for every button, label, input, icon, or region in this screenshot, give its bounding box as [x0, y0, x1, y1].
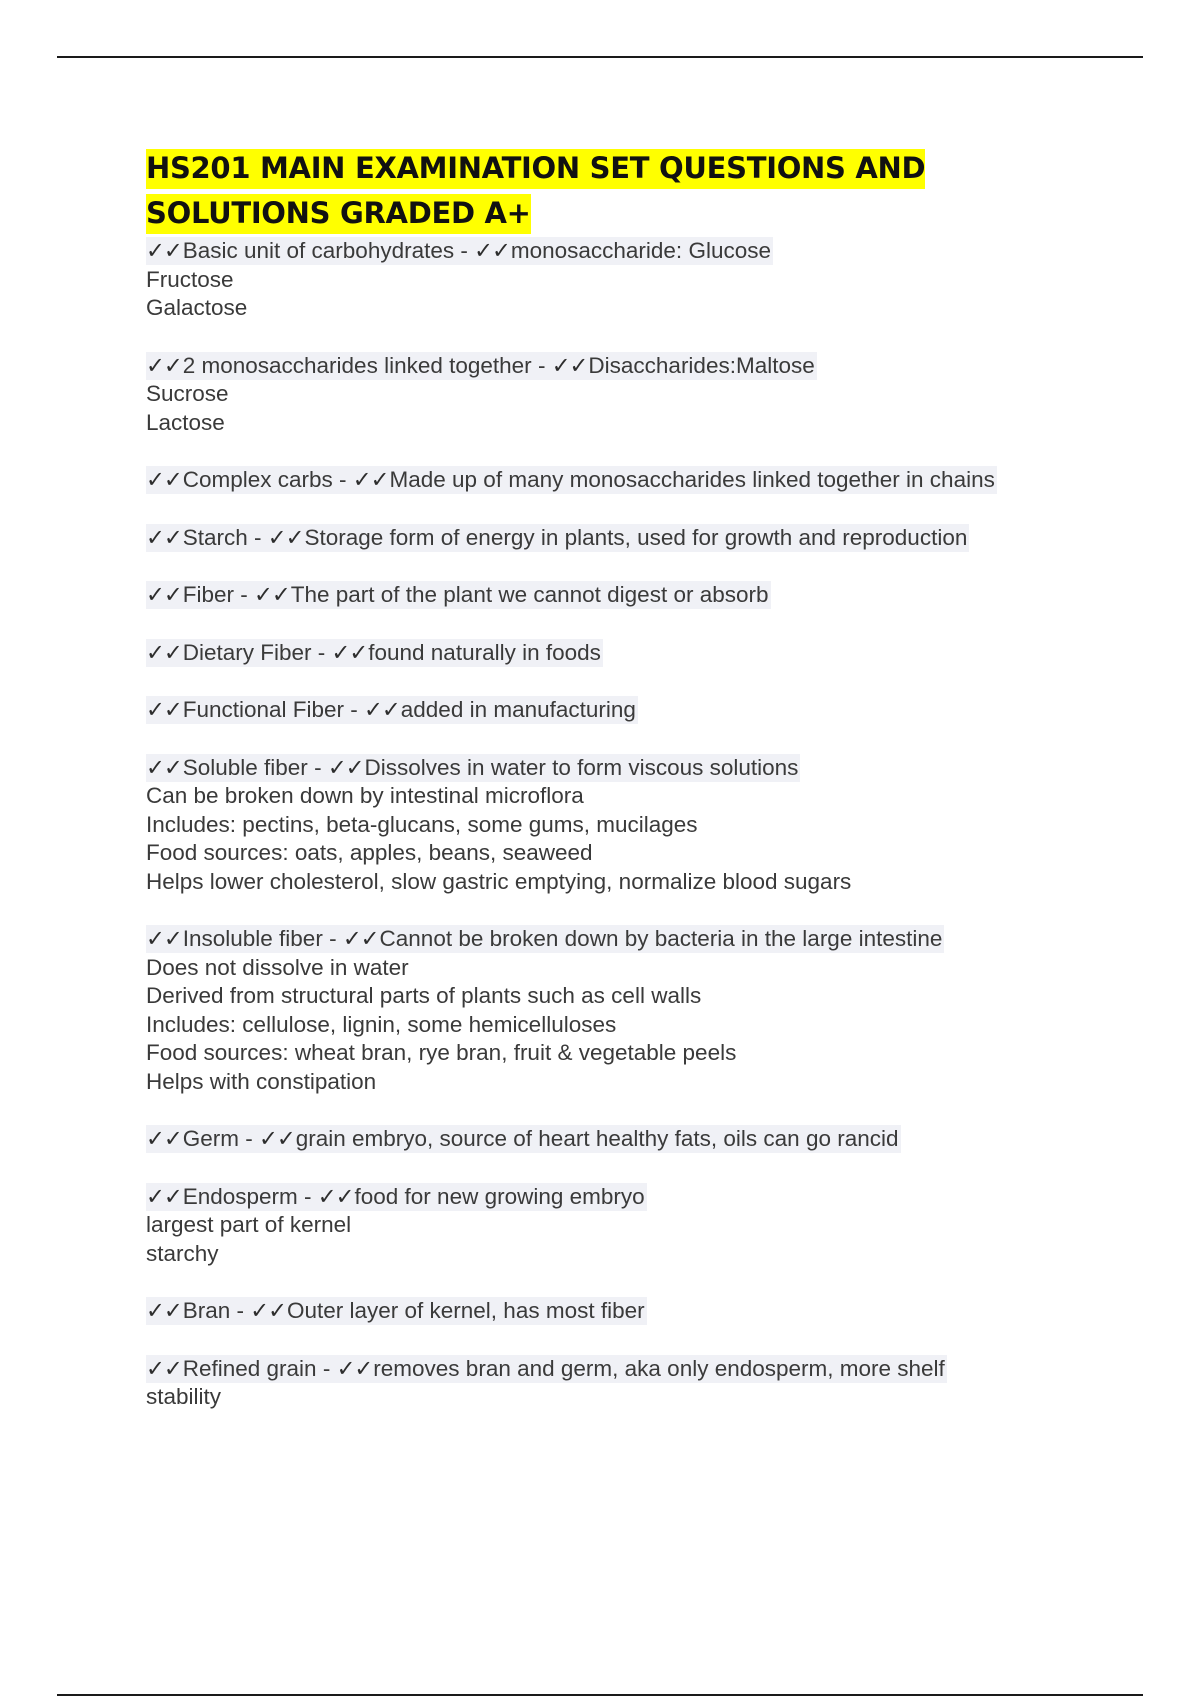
double-check-mark-icon: ✓✓	[146, 639, 182, 665]
qa-separator: -	[322, 926, 343, 951]
document-title	[146, 146, 1106, 236]
qa-entry-headline	[146, 1183, 1106, 1212]
document-body	[146, 146, 1106, 1441]
qa-definition: monosaccharide: Glucose	[510, 238, 771, 263]
qa-entry	[146, 639, 1106, 668]
qa-entry-highlight	[146, 754, 800, 782]
double-check-mark-icon: ✓✓	[146, 1183, 182, 1209]
qa-detail-line: starchy	[146, 1240, 219, 1266]
double-check-mark-icon: ✓✓	[146, 582, 182, 607]
qa-term: Endosperm	[182, 1183, 298, 1209]
qa-entry	[146, 352, 1106, 438]
qa-separator: -	[454, 238, 475, 263]
qa-entry-highlight	[146, 1355, 947, 1383]
qa-entry-highlight	[146, 925, 944, 953]
bottom-page-rule	[57, 1694, 1143, 1696]
qa-entry	[146, 1355, 1106, 1412]
qa-definition: Cannot be broken down by bacteria in the large intestine	[379, 926, 943, 951]
qa-entry-highlight	[146, 1297, 647, 1325]
double-check-mark-icon: ✓✓	[267, 524, 304, 550]
double-check-mark-icon: ✓✓	[146, 697, 182, 722]
double-check-mark-icon: ✓✓	[146, 926, 182, 951]
qa-separator: -	[344, 697, 365, 722]
qa-separator: -	[297, 1183, 318, 1209]
qa-separator: -	[307, 754, 328, 780]
qa-separator: -	[531, 352, 552, 378]
qa-entry	[146, 925, 1106, 1096]
qa-entry	[146, 1297, 1106, 1326]
qa-entry	[146, 696, 1106, 725]
double-check-mark-icon: ✓✓	[331, 639, 368, 665]
qa-separator: -	[247, 524, 268, 550]
qa-entry-highlight	[146, 352, 817, 380]
double-check-mark-icon: ✓✓	[146, 1355, 182, 1381]
qa-term: 2 monosaccharides linked together	[182, 352, 532, 378]
qa-term: Fiber	[182, 582, 234, 607]
qa-entry-highlight	[146, 581, 771, 609]
double-check-mark-icon: ✓✓	[364, 697, 400, 722]
qa-entry-headline	[146, 352, 1106, 381]
qa-entry-highlight	[146, 524, 969, 552]
qa-entry-headline	[146, 581, 1106, 610]
qa-term: Starch	[182, 524, 248, 550]
title-line-2: SOLUTIONS GRADED A+	[146, 194, 531, 234]
qa-detail-line: Helps with constipation	[146, 1068, 377, 1094]
double-check-mark-icon: ✓✓	[327, 754, 364, 780]
qa-term: Refined grain	[182, 1355, 317, 1381]
qa-entry	[146, 1183, 1106, 1269]
double-check-mark-icon: ✓✓	[146, 467, 182, 492]
qa-term: Soluble fiber	[182, 754, 308, 780]
double-check-mark-icon: ✓✓	[317, 1183, 354, 1209]
qa-definition: added in manufacturing	[400, 697, 636, 722]
qa-definition: Dissolves in water to form viscous solutions	[364, 754, 799, 780]
qa-entry	[146, 524, 1106, 553]
qa-detail-line: Food sources: wheat bran, rye bran, fruit & vegetable peels	[146, 1040, 737, 1065]
qa-detail-line: stability	[146, 1384, 222, 1409]
top-page-rule	[57, 56, 1143, 58]
double-check-mark-icon: ✓✓	[146, 1298, 182, 1323]
qa-separator: -	[233, 582, 254, 607]
qa-entry-headline	[146, 524, 1106, 553]
qa-term: Functional Fiber	[182, 697, 345, 722]
qa-entry	[146, 754, 1106, 897]
qa-detail-line: Sucrose	[146, 381, 229, 406]
qa-entry-headline	[146, 1297, 1106, 1326]
qa-term: Bran	[182, 1298, 231, 1323]
qa-definition: removes bran and germ, aka only endosperm, more shelf	[373, 1355, 945, 1381]
qa-term: Basic unit of carbohydrates	[182, 238, 455, 263]
qa-entry-headline	[146, 696, 1106, 725]
qa-definition: found naturally in foods	[368, 639, 601, 665]
qa-entry-headline	[146, 639, 1106, 668]
double-check-mark-icon: ✓✓	[146, 352, 182, 378]
qa-entry-list	[146, 237, 1106, 1412]
double-check-mark-icon: ✓✓	[250, 1298, 286, 1323]
qa-separator: -	[332, 467, 353, 492]
qa-entry-headline	[146, 1125, 1106, 1154]
qa-entry-headline	[146, 925, 1106, 954]
double-check-mark-icon: ✓✓	[551, 352, 588, 378]
qa-definition: Storage form of energy in plants, used for growth and reproduction	[304, 524, 968, 550]
qa-entry	[146, 581, 1106, 610]
qa-detail-line: Does not dissolve in water	[146, 954, 409, 980]
qa-detail-line: Lactose	[146, 409, 225, 435]
double-check-mark-icon: ✓✓	[146, 754, 182, 780]
qa-entry-highlight	[146, 696, 638, 724]
double-check-mark-icon: ✓✓	[258, 1126, 295, 1151]
double-check-mark-icon: ✓✓	[146, 524, 182, 550]
qa-entry	[146, 237, 1106, 323]
qa-separator: -	[311, 639, 332, 665]
double-check-mark-icon: ✓✓	[146, 1126, 182, 1151]
qa-definition: grain embryo, source of heart healthy fats, oils can go rancid	[295, 1126, 899, 1151]
qa-detail-line: Helps lower cholesterol, slow gastric emptying, normalize blood sugars	[146, 868, 852, 894]
qa-entry-highlight	[146, 466, 997, 494]
qa-entry-highlight	[146, 1125, 901, 1153]
qa-entry	[146, 1125, 1106, 1154]
qa-separator: -	[238, 1126, 259, 1151]
qa-separator: -	[316, 1355, 337, 1381]
qa-detail-line: Fructose	[146, 266, 234, 292]
qa-detail-line: Food sources: oats, apples, beans, seaweed	[146, 840, 593, 865]
qa-detail-line: Includes: cellulose, lignin, some hemicelluloses	[146, 1011, 617, 1037]
double-check-mark-icon: ✓✓	[342, 926, 379, 951]
qa-entry-headline	[146, 466, 1106, 495]
double-check-mark-icon: ✓✓	[146, 238, 182, 263]
qa-term: Insoluble fiber	[182, 926, 323, 951]
double-check-mark-icon: ✓✓	[474, 238, 510, 263]
qa-entry-headline	[146, 237, 1106, 266]
qa-term: Germ	[182, 1126, 239, 1151]
qa-term: Dietary Fiber	[182, 639, 312, 665]
double-check-mark-icon: ✓✓	[336, 1355, 373, 1381]
qa-separator: -	[230, 1298, 251, 1323]
qa-detail-line: largest part of kernel	[146, 1212, 352, 1237]
qa-definition: The part of the plant we cannot digest or absorb	[290, 582, 769, 607]
qa-definition: food for new growing embryo	[354, 1183, 645, 1209]
qa-detail-line: Includes: pectins, beta-glucans, some gums, mucilages	[146, 811, 698, 837]
title-line-1: HS201 MAIN EXAMINATION SET QUESTIONS AND	[146, 149, 925, 189]
qa-entry-headline	[146, 1355, 1106, 1384]
qa-definition: Made up of many monosaccharides linked together in chains	[389, 467, 995, 492]
qa-detail-line: Can be broken down by intestinal microflora	[146, 783, 584, 808]
qa-entry-highlight	[146, 1183, 647, 1211]
qa-definition: Outer layer of kernel, has most fiber	[286, 1298, 645, 1323]
qa-term: Complex carbs	[182, 467, 333, 492]
qa-detail-line: Derived from structural parts of plants such as cell walls	[146, 983, 702, 1008]
qa-entry-headline	[146, 754, 1106, 783]
qa-entry-highlight	[146, 237, 773, 265]
qa-detail-line: Galactose	[146, 295, 248, 320]
qa-entry-highlight	[146, 639, 603, 667]
double-check-mark-icon: ✓✓	[352, 467, 389, 492]
double-check-mark-icon: ✓✓	[253, 582, 290, 607]
qa-entry	[146, 466, 1106, 495]
qa-definition: Disaccharides:Maltose	[588, 352, 815, 378]
